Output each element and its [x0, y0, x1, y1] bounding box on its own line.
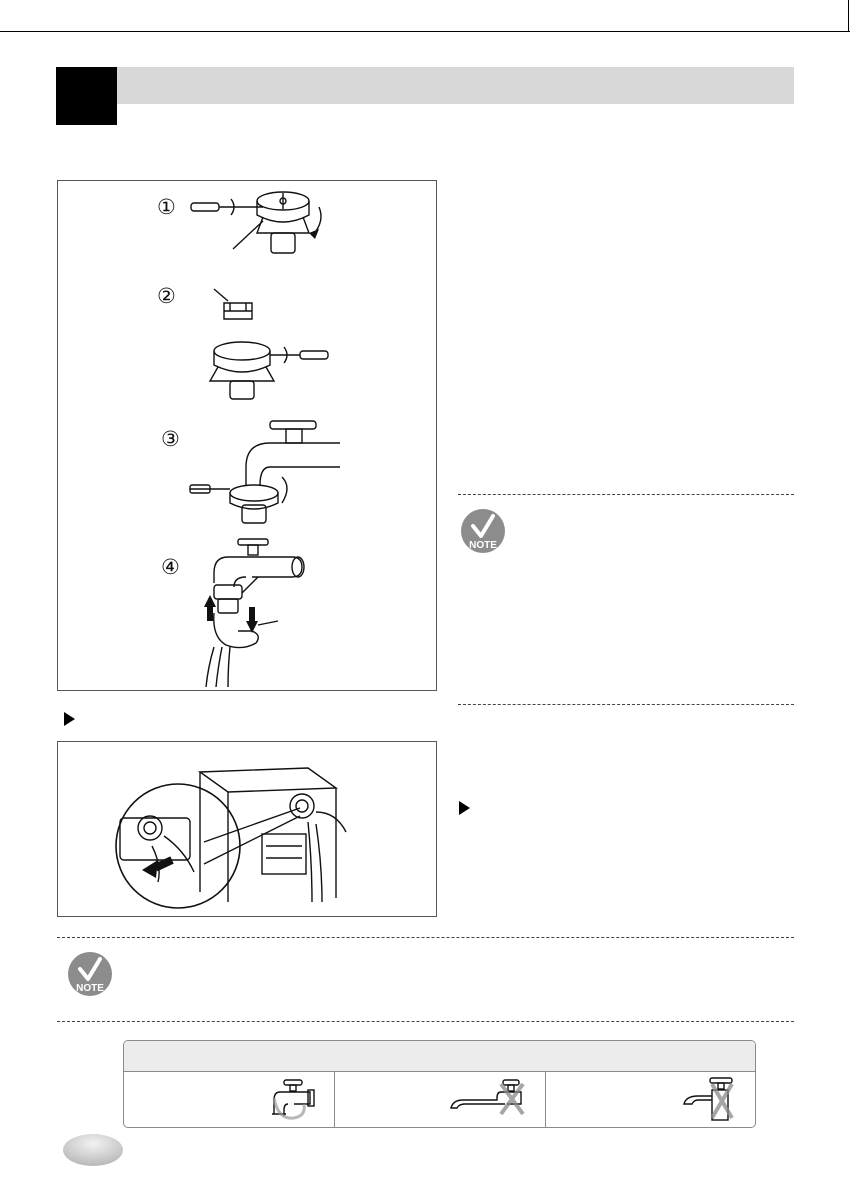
step4-connect-hose-illustration [194, 537, 314, 687]
bottom-note-top-divider [57, 937, 794, 938]
triangle-right-icon [459, 801, 470, 815]
note-check-icon [67, 951, 113, 997]
bottom-note-bottom-divider [57, 1021, 794, 1022]
machine-connection-panel [57, 741, 437, 917]
page-number-badge [62, 1133, 124, 1167]
standard-tap-icon [270, 1078, 316, 1122]
step-number-2: ② [157, 285, 176, 308]
note-check-icon [460, 508, 506, 554]
section-marker-block [56, 67, 117, 125]
step1-loosen-screws-illustration [183, 183, 363, 263]
note-bottom-divider [458, 704, 794, 705]
step-number-1: ① [157, 196, 176, 219]
tap-cell-long-spout [335, 1072, 546, 1128]
top-rule [0, 31, 850, 32]
note-top-divider [458, 494, 794, 495]
step-number-4: ④ [161, 556, 180, 579]
note-label: NOTE [76, 983, 104, 994]
long-spout-tap-crossed-icon [449, 1078, 529, 1122]
connect-hose-to-washer-illustration [112, 754, 412, 914]
tap-cell-square [546, 1072, 756, 1128]
step-number-3: ③ [161, 428, 180, 451]
tap-cell-suitable [124, 1072, 335, 1128]
table-header-row [124, 1041, 755, 1072]
note-label: NOTE [469, 540, 497, 551]
adapter-steps-panel [57, 180, 437, 691]
triangle-right-icon [64, 712, 75, 726]
tap-type-table [123, 1040, 756, 1128]
top-corner-rule [848, 0, 849, 32]
step2-remove-guide-plate-illustration [188, 285, 338, 405]
step3-attach-to-tap-illustration [186, 417, 346, 527]
section-title-bar [117, 67, 794, 104]
square-tap-crossed-icon [682, 1076, 742, 1124]
